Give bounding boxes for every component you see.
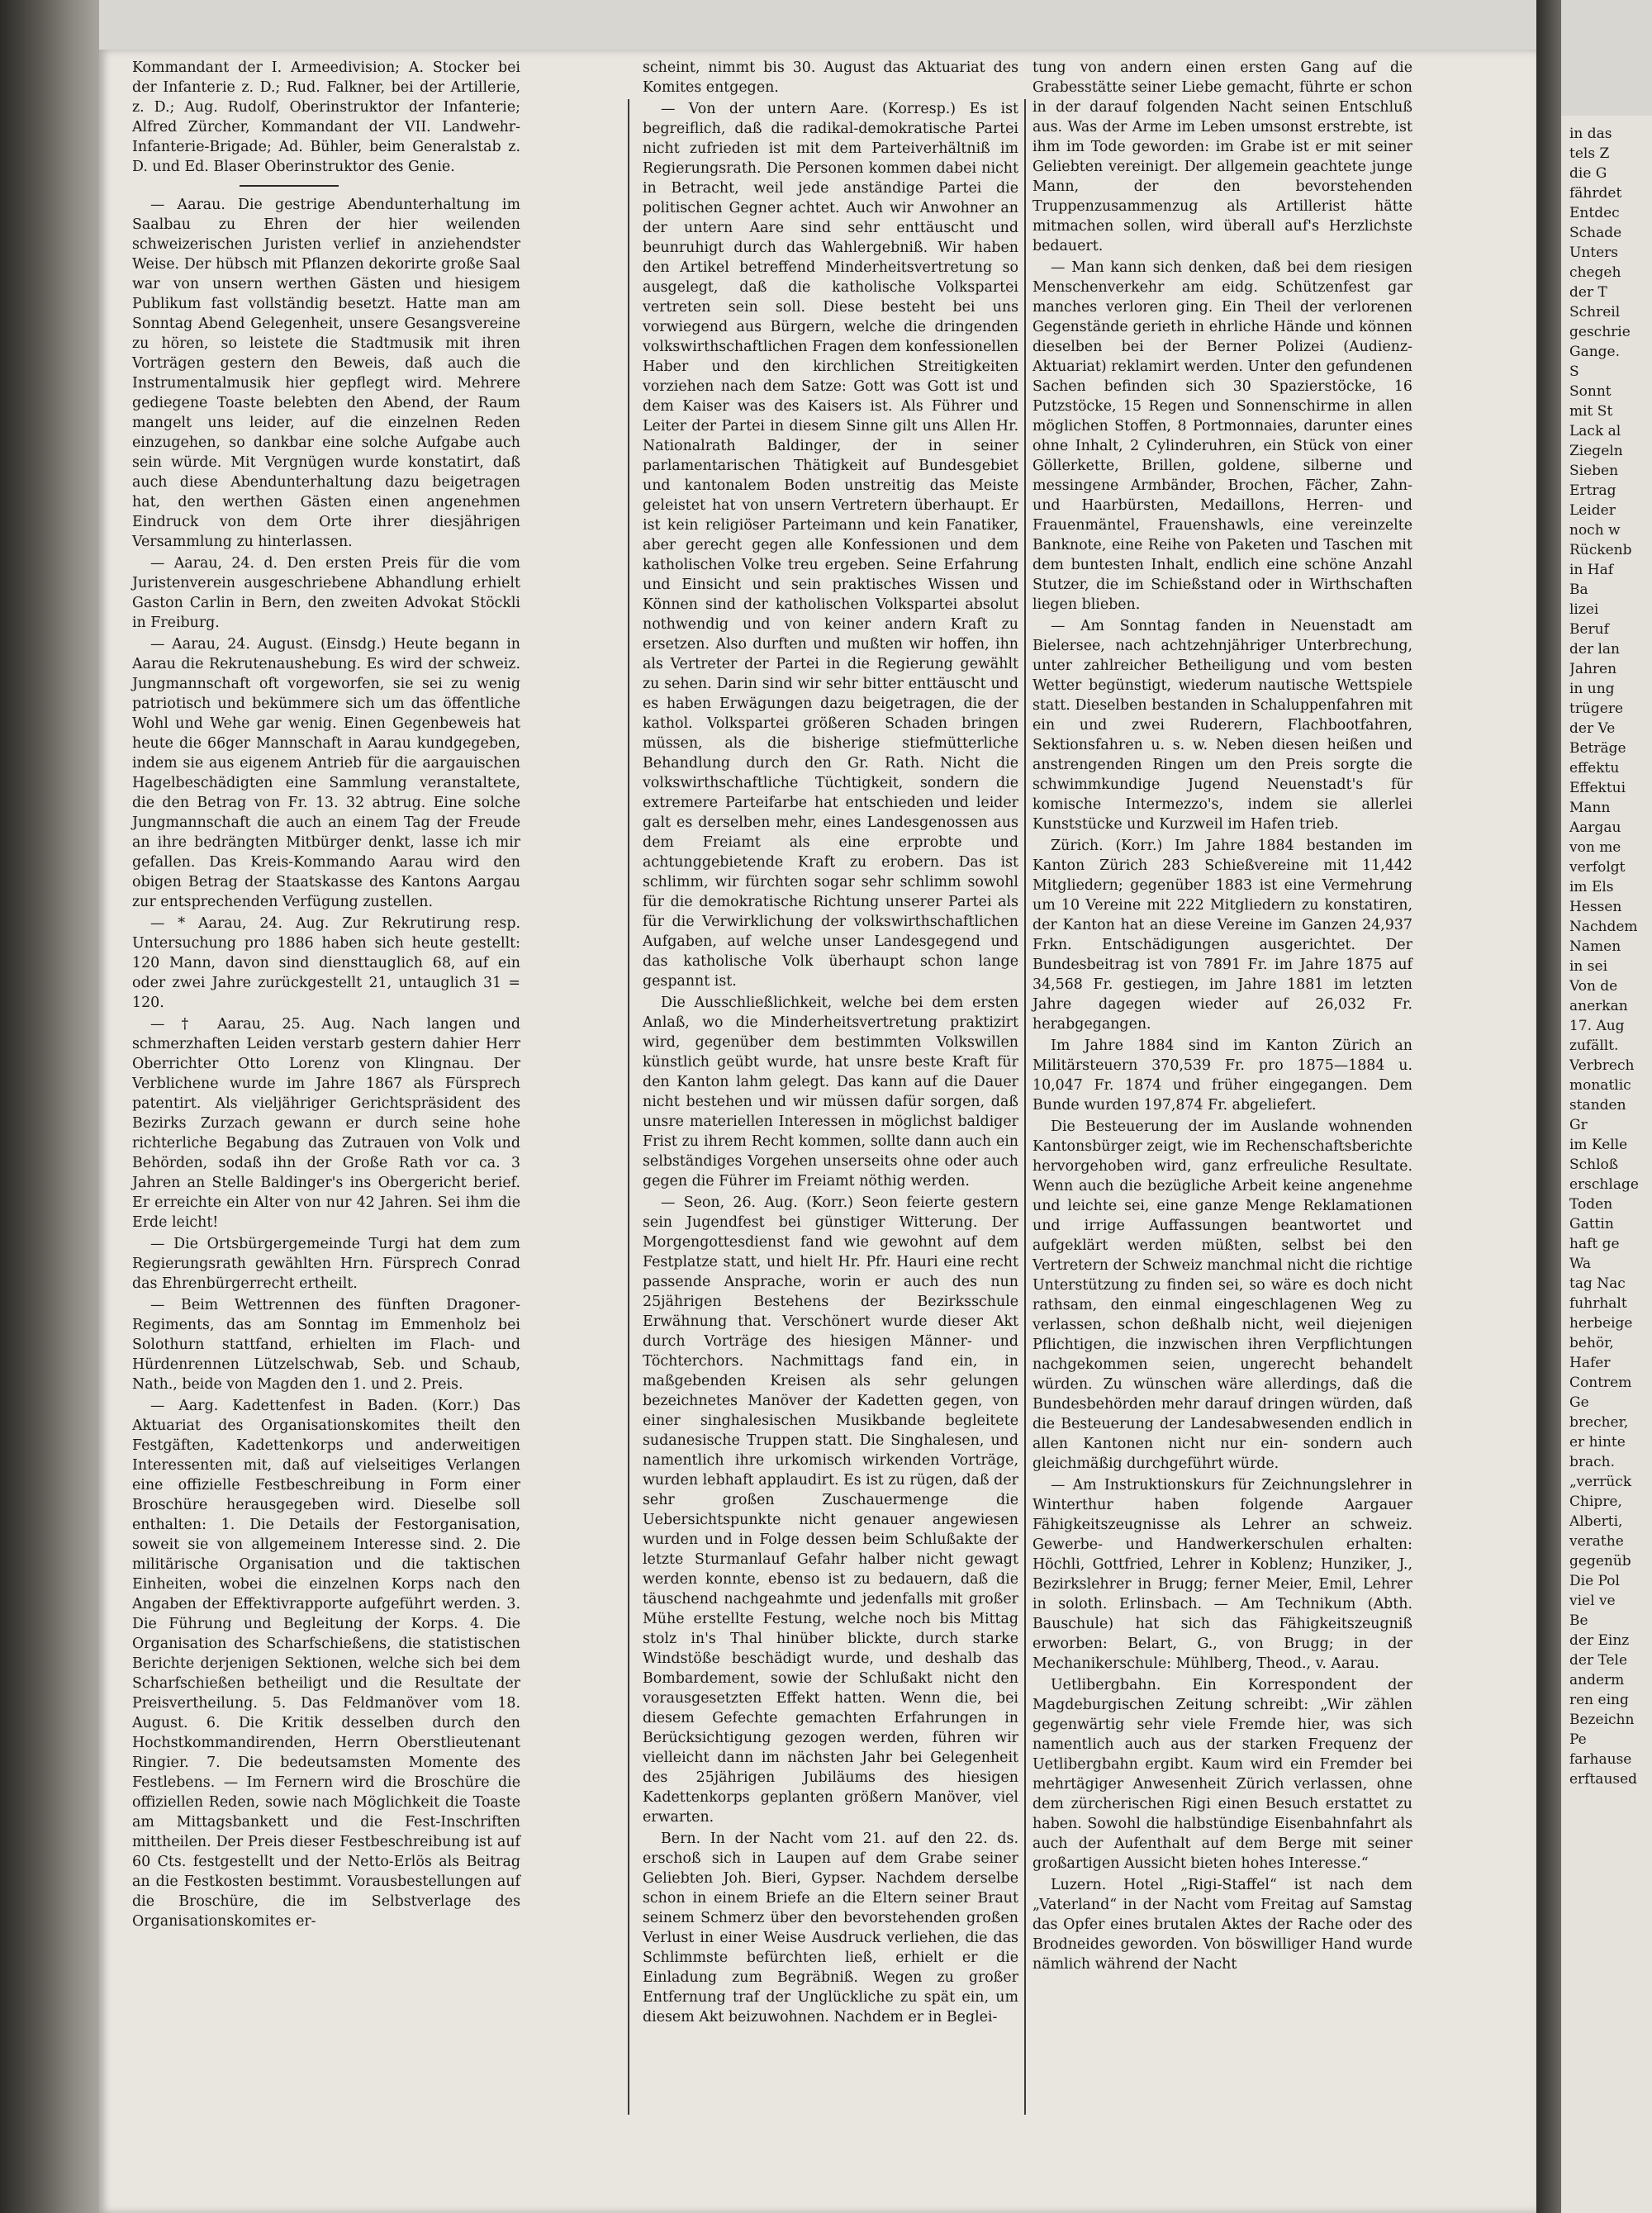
facing-page-fragment: erftaused	[1569, 1771, 1638, 1788]
article-kadettenfest-cont: scheint, nimmt bis 30. August das Aktuariat des Komites entgegen.	[643, 59, 1018, 96]
article-neuenstadt: — Am Sonntag fanden in Neuenstadt am Bielersee, nach achtzehnjähriger Unterbrechung, unter zahlreicher Betheiligung und vom besten Wetter begünstigt, wiederum nautische Wettspiele statt. Dieselben bestanden in Schaluppenfahren mit ein und zwei Ruderern, Flachbootfahren, Sektionsfahren u. s. w. Neben diesen heißen und anstrengenden Ringen um den Preis sorgte die schwimmkundige Jugend Neuenstadt's für komische Intermezzo's, indem sie allerlei Kunststücke und Kurzweil im Hafen trieb.	[1032, 618, 1412, 833]
facing-page-fragment: Namen	[1569, 938, 1621, 955]
facing-page-fragment: Be	[1569, 1612, 1588, 1629]
facing-page-fragments	[1569, 124, 1652, 1789]
article-luzern-rigi: Luzern. Hotel „Rigi-Staffel“ ist nach dem „Vaterland“ in der Nacht vom Freitag auf Samstag das Opfer eines brutalen Aktes der Rache oder des Brodneides geworden. Von böswilliger Hand wurde nämlich während der Nacht	[1032, 1877, 1412, 1973]
facing-page-fragment: Toden	[1569, 1196, 1613, 1213]
facing-page-fragment: Die Pol	[1569, 1573, 1620, 1589]
book-binding-shadow	[0, 0, 99, 2213]
facing-page-fragment: „verrück	[1569, 1474, 1632, 1490]
facing-page-fragment: Ba	[1569, 582, 1588, 598]
facing-page-fragment: Sonnt	[1569, 383, 1612, 400]
facing-page-fragment: Beträge	[1569, 740, 1626, 757]
facing-page-fragment: trügere	[1569, 700, 1624, 717]
facing-page-fragment: gegenüb	[1569, 1553, 1631, 1570]
article-aarau-rekrutirung: — * Aarau, 24. Aug. Zur Rekrutirung resp. Untersuchung pro 1886 haben sich heute gestellt: 120 Mann, davon sind diensttauglich 68, auf ein oder zwei Jahre zurückgestellt 21, untauglich 31 = 120.	[132, 915, 520, 1011]
facing-page-fragment: die G	[1569, 165, 1607, 182]
article-aarau-juristen: — Aarau. Die gestrige Abendunterhaltung im Saalbau zu Ehren der hier weilenden schweizerischen Juristen verlief in anziehendster Weise. Der hübsch mit Pflanzen dekorirte große Saal war von unsern werthen Gästen und hiesigem Publikum fast vollständig besetzt. Hatte man am Sonntag Abend Gelegenheit, unsere Gesangsvereine zu hören, so leistete die Stadtmusik mit ihren Vorträgen gestern den Beweis, daß auch die Instrumentalmusik hier gepflegt wird. Mehrere gediegene Toaste belebten den Abend, der Raum mangelt uns leider, auf die einzelnen Reden einzugehen, so dankbar eine solche Aufgabe auch sein würde. Mit Vergnügen wurde konstatirt, daß auch diese Abendunterhaltung dazu beigetragen hat, den werthen Gästen einen angenehmen Eindruck von dem Orte ihrer diesjährigen Versammlung zu hinterlassen.	[132, 197, 520, 550]
facing-page-fragment: Hafer	[1569, 1355, 1611, 1371]
facing-page-fragment: S	[1569, 363, 1579, 380]
facing-page-fragment: Ge	[1569, 1394, 1589, 1411]
article-turgi: — Die Ortsbürgergemeinde Turgi hat dem zum Regierungsrath gewählten Hrn. Fürsprech Conrad das Ehrenbürgerrecht ertheilt.	[132, 1236, 520, 1292]
section-divider	[240, 185, 339, 187]
facing-page-fragment: Von de	[1569, 978, 1618, 995]
facing-page-fragment: lizei	[1569, 601, 1599, 618]
facing-page-fragment: der Tele	[1569, 1652, 1628, 1669]
facing-page-fragment: Jahren	[1569, 661, 1617, 677]
facing-page-fragment: in Haf	[1569, 562, 1614, 578]
facing-page-fragment: chegeh	[1569, 264, 1621, 281]
article-bern-laupen-cont: tung von andern einen ersten Gang auf die Grabesstätte seiner Liebe gemacht, führte er schon in der darauf folgenden Nacht seinen Entschluß aus. Was der Arme im Leben umsonst erstrebte, ist ihm im Tode geworden: im Grabe ist er mit seiner Geliebten vereinigt. Der allgemein geachtete junge Mann, der den bevorstehenden Truppenzusammenzug als Artillerist hätte mitmachen sollen, wird überall auf's Herzlichste bedauert.	[1032, 59, 1412, 254]
facing-page-fragment: Gr	[1569, 1117, 1588, 1133]
article-zeichnungslehrer: — Am Instruktionskurs für Zeichnungslehrer in Winterthur haben folgende Aargauer Fähigkeitszeugnisse als Lehrer an schweiz. Gewerbe- und Handwerkerschulen erhalten: Höchli, Gottfried, Lehrer in Koblenz; Hunziker, J., Bezirkslehrer in Brugg; ferner Meier, Emil, Lehrer in soloth. Erlinsbach. — Am Technikum (Abth. Bauschule) hat sich das Fähigkeitszeugniß erworben: Belart, G., von Brugg; in der Mechanikerschule: Mühlberg, Theod., v. Aarau.	[1032, 1477, 1412, 1672]
facing-page-fragment: Mann	[1569, 800, 1611, 816]
facing-page-fragment: tag Nac	[1569, 1275, 1626, 1292]
facing-page-fragment: behör,	[1569, 1335, 1614, 1351]
facing-page-fragment: Ertrag	[1569, 482, 1616, 499]
column-3	[1032, 58, 1412, 1976]
book-gutter	[1536, 0, 1561, 2213]
facing-page-fragment: Rückenb	[1569, 542, 1632, 558]
facing-page-fragment: anderm	[1569, 1672, 1625, 1688]
facing-page-fragment: noch w	[1569, 522, 1621, 539]
facing-page-fragment: Wa	[1569, 1256, 1592, 1272]
facing-page-fragment: Schade	[1569, 225, 1622, 241]
article-bern-laupen: Bern. In der Nacht vom 21. auf den 22. ds. erschoß sich in Laupen auf dem Grabe seiner Geliebten Joh. Bieri, Gypser. Nachdem derselbe schon in einem Briefe an die Eltern seiner Braut seinem Schmerz über den bevorstehenden großen Verlust in einer Weise Ausdruck verliehen, die das Schlimmste befürchten ließ, erhielt er die Einladung zum Begräbniß. Wegen zu großer Entfernung traf der Unglückliche zu spät ein, um diesem Akt beizuwohnen. Nachdem er in Beglei-	[643, 1831, 1018, 2025]
facing-page-fragment: Alberti,	[1569, 1513, 1623, 1530]
facing-page-fragment: Beruf	[1569, 621, 1609, 638]
facing-page-fragment: Gattin	[1569, 1216, 1614, 1232]
facing-page-fragment: 17. Aug	[1569, 1018, 1625, 1034]
facing-page-fragment: zufällt.	[1569, 1038, 1619, 1054]
article-untere-aare-2: Die Ausschließlichkeit, welche bei dem ersten Anlaß, wo die Minderheitsvertretung praktizirt wird, gegenüber dem bestimmten Volkswillen künstlich geübt wurde, hat unsre beste Kraft für den Kanton lahm gelegt. Das kann auf die Dauer nicht bestehen und wir müssen dafür sorgen, daß unsre materiellen Interessen in möglichst baldiger Frist zu ihrem Recht kommen, sollte dann auch ein selbständiges Vorgehen unserseits ohne oder auch gegen die Führer im Freiamt nöthig werden.	[643, 995, 1018, 1190]
article-aarau-obituary: — † Aarau, 25. Aug. Nach langen und schmerzhaften Leiden verstarb gestern dahier Herr Oberrichter Otto Lorenz von Klingnau. Der Verblichene wurde im Jahre 1867 als Fürsprech patentirt. Als vieljähriger Gerichtspräsident des Bezirks Zurzach gewann er durch seine hohe richterliche Begabung das Zutrauen von Volk und Behörden, sodaß ihn der Große Rath vor ca. 3 Jahren an Stelle Baldinger's ins Obergericht berief. Er erreichte ein Alter von nur 42 Jahren. Sei ihm die Erde leicht!	[132, 1016, 520, 1231]
column-2	[643, 58, 1018, 2029]
facing-page-fragment: Chipre,	[1569, 1494, 1622, 1510]
facing-page-fragment: der Einz	[1569, 1632, 1630, 1649]
facing-page-fragment: erschlage	[1569, 1176, 1639, 1193]
article-uetlibergbahn: Uetlibergbahn. Ein Korrespondent der Magdeburgischen Zeitung schreibt: „Wir zählen gegenwärtig sehr viele Fremde hier, was sich namentlich auch aus der starken Frequenz der Uetlibergbahn ergibt. Kaum wird ein Fremder bei mehrtägiger Anwesenheit Zürich verlassen, ohne dem zürcherischen Rigi einen Besuch erstattet zu haben. Sowohl die halbstündige Eisenbahnfahrt als auch der Aufenthalt auf dem Berge mit seiner großartigen Aussicht bieten hohes Interesse.“	[1032, 1677, 1412, 1872]
facing-page-fragment: haft ge	[1569, 1236, 1620, 1252]
facing-page-fragment: Unters	[1569, 245, 1619, 261]
facing-page-fragment: Bezeichn	[1569, 1712, 1635, 1728]
facing-page-fragment: in das	[1569, 126, 1612, 142]
facing-page-fragment: von me	[1569, 839, 1621, 856]
facing-page-fragment: Entdec	[1569, 205, 1620, 221]
facing-page-fragment: im Els	[1569, 879, 1614, 895]
facing-page-fragment: Contrem	[1569, 1375, 1632, 1391]
facing-page-fragment: tels Z	[1569, 145, 1610, 162]
facing-page-fragment: herbeige	[1569, 1315, 1633, 1332]
facing-page-fragment: Schloß	[1569, 1156, 1619, 1173]
article-zuerich-besteuerung: Die Besteuerung der im Auslande wohnenden Kantonsbürger zeigt, wie im Rechenschaftsberichte hervorgehoben wird, ganz erfreuliche Resultate. Wenn auch die bezügliche Arbeit keine angenehme und leichte sei, eine ganze Menge Reklamationen und irrige Auffassungen beantwortet und aufgeklärt werden müßten, selbst bei den Vertretern der Schweiz manchmal nicht die richtige Unterstützung zu finden sei, so wäre es doch nicht rathsam, den einmal eingeschlagenen Weg zu verlassen, schon deßhalb nicht, weil diejenigen Pflichtigen, die inzwischen ihren Verpflichtungen nachgekommen seien, ungerecht behandelt würden. Zu wünschen wäre allerdings, daß die Bundesbehörden mehr darauf dringen würden, daß die Besteuerung der Landesabwesenden endlich in allen Kantonen nicht nur ein- sondern auch gleichmäßig durchgeführt würde.	[1032, 1118, 1412, 1472]
facing-page-fragment: er hinte	[1569, 1434, 1626, 1451]
article-kadettenfest: — Aarg. Kadettenfest in Baden. (Korr.) Das Aktuariat des Organisationskomites theilt den Festgäften, Kadettenkorps und anderweitigen Interessenten mit, daß auf vielseitiges Verlangen eine offizielle Festbeschreibung in Form einer Broschüre herausgegeben wird. Dieselbe soll enthalten: 1. Die Details der Festorganisation, soweit sie von allgemeinem Interesse sind. 2. Die militärische Organisation und die taktischen Einheiten, wobei die einzelnen Korps nach den Angaben der Effektivrapporte aufgeführt werden. 3. Die Führung und Begleitung der Korps. 4. Die Organisation des Scharfschießens, die statistischen Berichte derjenigen Sektionen, welche sich bei dem Scharfschießen betheiligt und die Resultate der Preisvertheilung. 5. Das Feldmanöver vom 18. August. 6. Die Kritik desselben durch den Hochstkommandirenden, Herrn Oberstlieutenant Ringier. 7. Die bedeutsamsten Momente des Festlebens. — Im Fernern wird die Broschüre die offiziellen Reden, sowie nach Möglichkeit die Toaste am Mittagsbankett und die Fest-Inschriften mittheilen. Der Preis dieser Festbeschreibung ist auf 60 Cts. festgestellt und der Netto-Erlös als Beitrag an die Festkosten bestimmt. Vorausbestellungen auf die Broschüre, die im Selbstverlage des Organisationskomites er-	[132, 1398, 520, 1930]
facing-page-fragment: brecher,	[1569, 1414, 1629, 1431]
facing-page-fragment: Effektui	[1569, 780, 1626, 796]
facing-page-fragment: fuhrhalt	[1569, 1295, 1627, 1312]
facing-page-fragment: effektu	[1569, 760, 1620, 776]
column-1	[132, 58, 520, 1933]
facing-page-fragment: der T	[1569, 284, 1607, 301]
article-zuerich-militaersteuern: Im Jahre 1884 sind im Kanton Zürich an Militärsteuern 370,539 Fr. pro 1875—1884 u. 10,047 Fr. 1874 und früher eingegangen. Dem Bunde wurden 197,874 Fr. abgeliefert.	[1032, 1038, 1412, 1114]
facing-page-fragment: der Ve	[1569, 720, 1616, 737]
facing-page-fragment: Hessen	[1569, 899, 1622, 915]
article-schuetzenfest-fundsachen: — Man kann sich denken, daß bei dem riesigen Menschenverkehr am eidg. Schützenfest gar manches verloren ging. Ein Theil der verlorenen Gegenstände gerieth in ehrliche Hände und können dieselben bei der Berner Polizei (Audienz-Aktuariat) reklamirt werden. Unter den gefundenen Sachen befinden sich 30 Spazierstöcke, 16 Putzstöcke, 15 Regen und Sonnenschirme in allen möglichen Stoffen, 8 Portmonnaies, darunter eines ohne Inhalt, 2 Cylinderuhren, ein Stück von einer Göllerkette, Brillen, goldene, silberne und messingene Armbänder, Brochen, Fächer, Zahn- und Haarbürsten, Medaillons, Herren- und Frauenmäntel, Frauenshawls, eine vereinzelte Banknote, eine Reihe von Paketen und Taschen mit dem buntesten Inhalt, endlich eine schöne Anzahl Stutzer, die im Schießstand oder in Wirthschaften liegen blieben.	[1032, 259, 1412, 613]
facing-page-fragment: Leider	[1569, 502, 1616, 519]
article-military-appointments: Kommandant der I. Armeedivision; A. Stocker bei der Infanterie z. D.; Rud. Falkner, bei der Artillerie, z. D.; Aug. Rudolf, Oberinstruktor der Infanterie; Alfred Zürcher, Kommandant der VII. Landwehr-Infanterie-Brigade; Ad. Bühler, beim Generalstab z. D. und Ed. Blaser Oberinstruktor des Genie.	[132, 59, 520, 175]
facing-page-fragment: brach.	[1569, 1454, 1616, 1470]
facing-page-fragment: anerkan	[1569, 998, 1628, 1014]
facing-page-fragment: Verbrech	[1569, 1057, 1635, 1074]
facing-page-fragment: monatlic	[1569, 1077, 1631, 1094]
facing-page-fragment: fährdet	[1569, 185, 1622, 202]
facing-page-fragment: geschrie	[1569, 324, 1631, 340]
facing-page-fragment: im Kelle	[1569, 1137, 1628, 1153]
facing-page-fragment: ren eing	[1569, 1692, 1629, 1708]
article-aarau-rekruten: — Aarau, 24. August. (Einsdg.) Heute begann in Aarau die Rekrutenaushebung. Es wird der schweiz. Jungmannschaft oft vorgeworfen, sie sei zu wenig patriotisch und bekümmere sich um das öffentliche Wohl und Wehe gar wenig. Einen Gegenbeweis hat heute die 66ger Mannschaft in Aarau kundgegeben, indem sie aus eigenem Antrieb für die aargauischen Hagelbeschädigten eine Sammlung veranstaltete, die den Betrag von Fr. 13. 32 abtrug. Eine solche Jungmannschaft die auch an einem Tag der Freude an ihre bedrängten Mitbürger denkt, lasse ich mir gefallen. Das Kreis-Kommando Aarau wird den obigen Betrag der Staatskasse des Kantons Aargau zur entsprechenden Verfügung zustellen.	[132, 636, 520, 910]
facing-page-fragment: mit St	[1569, 403, 1613, 420]
column-rule-2	[1024, 99, 1026, 2115]
facing-page-fragment: der lan	[1569, 641, 1620, 658]
facing-page-fragment: Gange.	[1569, 344, 1621, 360]
article-wettrennen: — Beim Wettrennen des fünften Dragoner-Regiments, das am Sonntag im Emmenholz bei Solothurn stattfand, erhielten im Flach- und Hürdenrennen Lützelschwab, Seb. und Schaub, Nath., beide von Magden den 1. und 2. Preis.	[132, 1297, 520, 1393]
facing-page-fragment: Lack al	[1569, 423, 1621, 439]
facing-page-fragment: Sieben	[1569, 463, 1619, 479]
facing-page-fragment: in sei	[1569, 958, 1608, 975]
facing-page-fragment: standen	[1569, 1097, 1626, 1114]
facing-page-fragment: viel ve	[1569, 1593, 1616, 1609]
article-untere-aare: — Von der untern Aare. (Korresp.) Es ist begreiflich, daß die radikal-demokratische Partei nicht zufrieden ist mit dem Parteiverhältniß im Regierungsrath. Die Personen kommen dabei nicht in Betracht, weil jede anständige Partei die politischen Gegner achtet. Auch wir Anwohner an der untern Aare sind sehr enttäuscht und beunruhigt durch das Wahlergebniß. Wir haben den Artikel betreffend Minderheitsvertretung so ausgelegt, daß die katholische Volkspartei vertreten sein soll. Diese besteht bei uns vorwiegend aus Bürgern, welche die dringenden volkswirthschaftlichen Fragen dem konfessionellen Haber und den kirchlichen Streitigkeiten vorziehen nach dem Satze: Gott was Gott ist und dem Kaiser was des Kaisers ist. Als Führer und Leiter der Partei in diesem Sinne gilt uns Allen Hr. Nationalrath Baldinger, der in seiner parlamentarischen Thätigkeit auf Bundesgebiet und kantonalem Boden unstreitig das Meiste geleistet hat von unsern Vertretern überhaupt. Er ist kein religiöser Parteimann und kein Fanatiker, aber gerecht gegen alle Konfessionen und dem katholischen Volke treu ergeben. Seine Erfahrung und Einsicht und sein praktisches Wissen und Können sind der katholischen Volkspartei absolut nothwendig und von keiner andern Kraft zu ersetzen. Also durften und mußten wir hoffen, ihn als Vertreter der Partei in die Regierung gewählt zu sehen. Darin sind wir sehr bitter enttäuscht und es haben Erwägungen dazu beigetragen, die der kathol. Volkspartei größeren Schaden bringen müssen, als die bisherige stiefmütterliche Behandlung durch den Gr. Rath. Nicht die volkswirthschaftliche Tüchtigkeit, sondern die extremere Parteifarbe hat entschieden und leider galt es derselben mehr, eines Landesgenossen aus dem Freiamt als eine erprobte und achtunggebietende Kraft zu erobern. Das ist schlimm, wir fürchten sogar sehr schlimm sowohl für die demokratische Richtung unserer Partei als für die Verwirklichung der volkswirthschaftlichen Aufgaben, auf welche unser Landesgegend und das katholische Volk überhaupt schon lange gespannt ist.	[643, 101, 1018, 990]
facing-page-fragment: Nachdem	[1569, 919, 1638, 935]
facing-page-fragment: Ziegeln	[1569, 443, 1623, 459]
facing-page-fragment: Pe	[1569, 1731, 1587, 1748]
facing-page-fragment: Schreil	[1569, 304, 1621, 321]
article-aarau-preis: — Aarau, 24. d. Den ersten Preis für die vom Juristenverein ausgeschriebene Abhandlung erhielt Gaston Carlin in Bern, den zweiten Advokat Stöckli in Freiburg.	[132, 555, 520, 631]
facing-page-fragment: verathe	[1569, 1533, 1624, 1550]
article-seon: — Seon, 26. Aug. (Korr.) Seon feierte gestern sein Jugendfest bei günstiger Witterung. Der Morgengottesdienst fand wie gewohnt auf dem Festplatze statt, und hielt Hr. Pfr. Hauri eine recht passende Ansprache, worin er auch des nun 25jährigen Bestehens der Bezirksschule Erwähnung that. Verschönert wurde dieser Akt durch Vorträge des hiesigen Männer- und Töchterchors. Nachmittags fand ein, in maßgebenden Kreisen als sehr gelungen bezeichnetes Manöver der Kadetten gegen, von einer singhalesischen Musikbande begleitete sudanesische Truppen statt. Die Singhalesen, und namentlich ihre urkomisch wirkenden Vorträge, wurden lebhaft applaudirt. Es ist zu rügen, daß der sehr großen Zuschauermenge die Uebersichtspunkte nicht genauer angewiesen wurden und in Folge dessen beim Schlußakte der letzte Sturmanlauf Gefahr halber nicht gewagt werden konnte, ebenso ist zu bedauern, daß die täuschend nachgeahmte und jedenfalls mit großer Mühe erstellte Festung, welche noch bis Mittag stolz in's Thal hinüber blickte, durch starke Windstöße beschädigt wurde, und deshalb das Bombardement, sowie der Schlußakt nicht den vorausgesetzten Effekt hatten. Wenn die, bei diesem Gefechte gemachten Erfahrungen in Berücksichtigung gezogen werden, führen wir vielleicht dann im nächsten Jahr bei Gelegenheit des 25jährigen Jubiläums des hiesigen Kadettenkorps geplanten größern Manöver, viel erwarten.	[643, 1194, 1018, 1826]
facing-page-fragment: Aargau	[1569, 819, 1621, 836]
facing-page-fragment: farhause	[1569, 1751, 1632, 1768]
facing-page-fragment: verfolgt	[1569, 859, 1626, 876]
facing-page-fragment: in ung	[1569, 681, 1615, 697]
article-zuerich-schiessvereine: Zürich. (Korr.) Im Jahre 1884 bestanden im Kanton Zürich 283 Schießvereine mit 11,442 Mitgliedern; gegenüber 1883 ist eine Vermehrung um 10 Vereine mit 222 Mitgliedern zu konstatiren, der Kanton hat an diese Vereine im Ganzen 24,937 Frkn. Entschädigungen ausgerichtet. Der Bundesbeitrag ist von 7891 Fr. im Jahre 1875 auf 34,568 Fr. gestiegen, im Jahre 1881 im letzten Jahre dagegen wieder auf 26,032 Fr. herabgegangen.	[1032, 838, 1412, 1033]
column-rule-1	[628, 99, 629, 2115]
